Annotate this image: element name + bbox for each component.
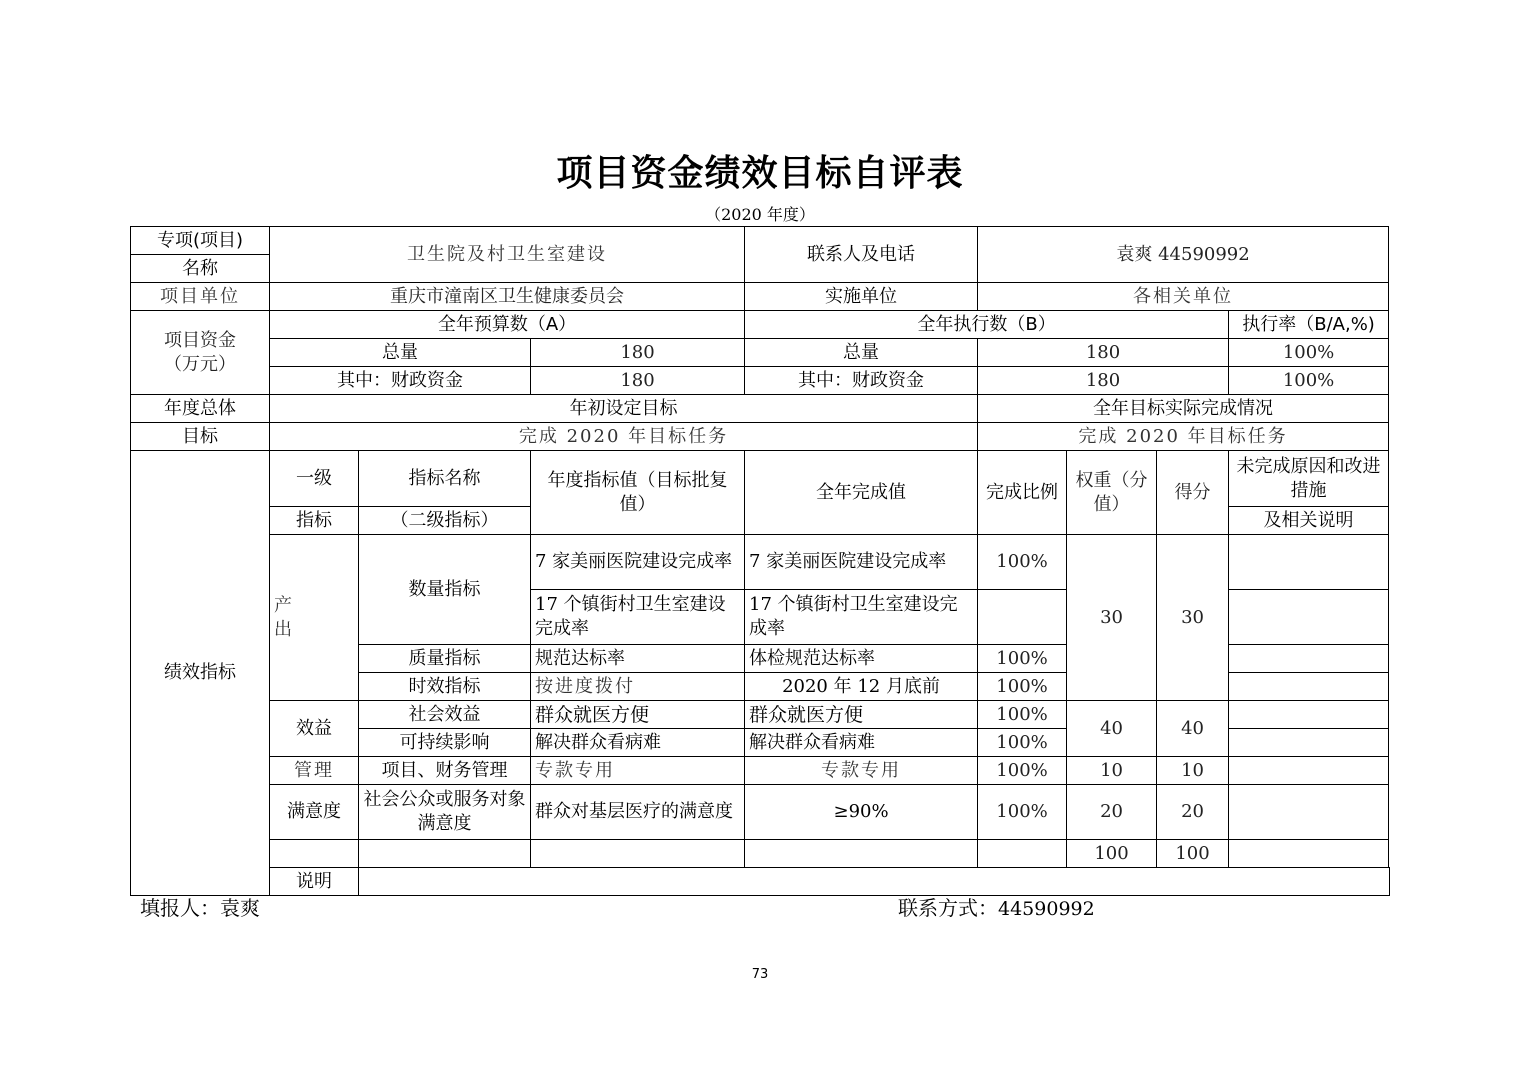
funds-label-2: （万元） bbox=[164, 353, 236, 375]
satisfy-score: 20 bbox=[1157, 785, 1229, 840]
total-exec-label: 总量 bbox=[745, 339, 978, 367]
sustain-reason bbox=[1229, 729, 1389, 757]
project-name-label-2: 名称 bbox=[131, 255, 270, 283]
year-label: （2020 年度） bbox=[705, 205, 815, 224]
goal-label-1: 年度总体 bbox=[131, 395, 270, 423]
manage-target: 专款专用 bbox=[531, 757, 745, 785]
time-label: 时效指标 bbox=[359, 673, 531, 701]
social-target: 群众就医方便 bbox=[531, 701, 745, 729]
total-label: 总量 bbox=[270, 339, 531, 367]
col-reason-2: 及相关说明 bbox=[1229, 507, 1389, 535]
col-target: 年度指标值（目标批复值） bbox=[531, 451, 745, 535]
goal-label-2: 目标 bbox=[131, 423, 270, 451]
page-number: 73 bbox=[751, 967, 769, 982]
fiscal-budget: 180 bbox=[531, 367, 745, 395]
indicators-label: 绩效指标 bbox=[131, 451, 270, 896]
footer-contact-label: 联系方式： bbox=[898, 896, 998, 920]
note-value bbox=[359, 868, 1390, 896]
time-reason bbox=[1229, 673, 1389, 701]
quantity-label: 数量指标 bbox=[359, 535, 531, 645]
row1-ratio: 100% bbox=[978, 535, 1067, 590]
total-rate: 100% bbox=[1229, 339, 1389, 367]
total-budget: 180 bbox=[531, 339, 745, 367]
quality-target: 规范达标率 bbox=[531, 645, 745, 673]
time-ratio: 100% bbox=[978, 673, 1067, 701]
satisfy-reason bbox=[1229, 785, 1389, 840]
sustain-label: 可持续影响 bbox=[359, 729, 531, 757]
sustain-actual: 解决群众看病难 bbox=[745, 729, 978, 757]
footer-contact bbox=[898, 892, 1095, 921]
satisfy-ratio: 100% bbox=[978, 785, 1067, 840]
total-row-blank-6 bbox=[1229, 840, 1389, 868]
social-ratio: 100% bbox=[978, 701, 1067, 729]
quality-ratio: 100% bbox=[978, 645, 1067, 673]
row1-target: 7 家美丽医院建设完成率 bbox=[531, 535, 745, 590]
satisfy-label: 满意度 bbox=[270, 785, 359, 840]
quality-reason bbox=[1229, 645, 1389, 673]
row1-actual: 7 家美丽医院建设完成率 bbox=[745, 535, 978, 590]
rate-label: 执行率（B/A,%) bbox=[1229, 311, 1389, 339]
unit-label: 项目单位 bbox=[131, 283, 270, 311]
col-name-2: （二级指标） bbox=[359, 507, 531, 535]
time-actual: 2020 年 12 月底前 bbox=[745, 673, 978, 701]
col-level-2: 指标 bbox=[270, 507, 359, 535]
row2-reason bbox=[1229, 590, 1389, 645]
total-row-blank-4 bbox=[745, 840, 978, 868]
output-label-text: 产 出 bbox=[274, 594, 366, 640]
row2-actual: 17 个镇街村卫生室建设完成率 bbox=[745, 590, 978, 645]
output-label bbox=[270, 535, 366, 701]
satisfy-name: 社会公众或服务对象满意度 bbox=[359, 785, 531, 840]
goal-actual-label: 全年目标实际完成情况 bbox=[978, 395, 1389, 423]
budget-label: 全年预算数（A） bbox=[270, 311, 745, 339]
unit-value: 重庆市潼南区卫生健康委员会 bbox=[270, 283, 745, 311]
total-weight: 100 bbox=[1067, 840, 1157, 868]
sustain-target: 解决群众看病难 bbox=[531, 729, 745, 757]
total-row-blank-5 bbox=[978, 840, 1067, 868]
manage-name: 项目、财务管理 bbox=[359, 757, 531, 785]
quality-actual: 体检规范达标率 bbox=[745, 645, 978, 673]
col-ratio: 完成比例 bbox=[978, 451, 1067, 535]
manage-actual: 专款专用 bbox=[745, 757, 978, 785]
funds-label bbox=[131, 311, 270, 395]
total-row-blank-1 bbox=[270, 840, 359, 868]
col-score: 得分 bbox=[1157, 451, 1229, 535]
social-actual: 群众就医方便 bbox=[745, 701, 978, 729]
satisfy-weight: 20 bbox=[1067, 785, 1157, 840]
total-row-blank-3 bbox=[531, 840, 745, 868]
total-exec: 180 bbox=[978, 339, 1229, 367]
social-reason bbox=[1229, 701, 1389, 729]
exec-label: 全年执行数（B） bbox=[745, 311, 1229, 339]
social-label: 社会效益 bbox=[359, 701, 531, 729]
quality-label: 质量指标 bbox=[359, 645, 531, 673]
row2-ratio bbox=[978, 590, 1067, 645]
benefit-weight: 40 bbox=[1067, 701, 1157, 757]
goal-actual-value: 完成 2020 年目标任务 bbox=[978, 423, 1389, 451]
satisfy-actual: ≥90% bbox=[745, 785, 978, 840]
impl-label: 实施单位 bbox=[745, 283, 978, 311]
sustain-ratio: 100% bbox=[978, 729, 1067, 757]
total-row-blank-2 bbox=[359, 840, 531, 868]
funds-label-1: 项目资金 bbox=[164, 329, 236, 351]
contact-label: 联系人及电话 bbox=[745, 227, 978, 283]
time-target: 按进度拨付 bbox=[531, 673, 745, 701]
total-score: 100 bbox=[1157, 840, 1229, 868]
note-label: 说明 bbox=[270, 868, 359, 896]
contact-value: 袁爽 44590992 bbox=[978, 227, 1389, 283]
manage-weight: 10 bbox=[1067, 757, 1157, 785]
row2-target: 17 个镇街村卫生室建设完成率 bbox=[531, 590, 745, 645]
fiscal-exec-label: 其中：财政资金 bbox=[745, 367, 978, 395]
output-weight: 30 bbox=[1067, 535, 1157, 701]
filler-label: 填报人：袁爽 bbox=[140, 896, 260, 920]
footer-contact-number: 44590992 bbox=[998, 898, 1095, 920]
col-name-1: 指标名称 bbox=[359, 451, 531, 507]
fiscal-rate: 100% bbox=[1229, 367, 1389, 395]
fiscal-exec: 180 bbox=[978, 367, 1229, 395]
manage-label: 管理 bbox=[270, 757, 359, 785]
benefit-score: 40 bbox=[1157, 701, 1229, 757]
evaluation-table bbox=[130, 226, 1390, 896]
benefit-label: 效益 bbox=[270, 701, 359, 757]
col-weight: 权重（分值） bbox=[1067, 451, 1157, 535]
row1-reason bbox=[1229, 535, 1389, 590]
col-actual: 全年完成值 bbox=[745, 451, 978, 535]
manage-ratio: 100% bbox=[978, 757, 1067, 785]
project-name-label-1: 专项(项目) bbox=[131, 227, 270, 255]
impl-value: 各相关单位 bbox=[978, 283, 1389, 311]
goal-set-value: 完成 2020 年目标任务 bbox=[270, 423, 978, 451]
manage-reason bbox=[1229, 757, 1389, 785]
goal-set-label: 年初设定目标 bbox=[270, 395, 978, 423]
fiscal-label: 其中：财政资金 bbox=[270, 367, 531, 395]
output-score: 30 bbox=[1157, 535, 1229, 701]
page-title: 项目资金绩效目标自评表 bbox=[556, 153, 964, 194]
manage-score: 10 bbox=[1157, 757, 1229, 785]
project-name-value: 卫生院及村卫生室建设 bbox=[270, 227, 745, 283]
satisfy-target: 群众对基层医疗的满意度 bbox=[531, 785, 745, 840]
col-level-1: 一级 bbox=[270, 451, 359, 507]
col-reason-1: 未完成原因和改进措施 bbox=[1229, 451, 1389, 507]
